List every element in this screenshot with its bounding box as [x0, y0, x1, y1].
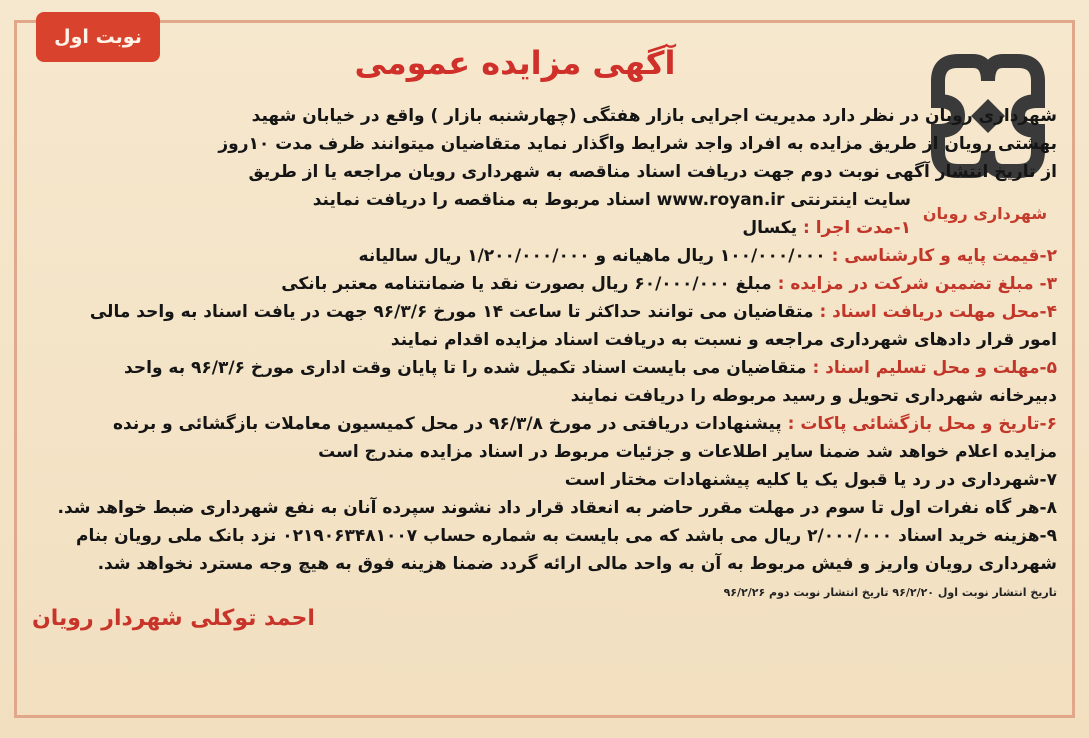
item-continuation: [571, 386, 1057, 406]
item-label: ۳- مبلغ تضمین شرکت در مزایده :: [771, 274, 1057, 294]
intro-line: سایت اینترنتی www.royan.ir اسناد مربوط به مناقصه را دریافت نمایند: [312, 190, 911, 210]
item-submit-docs: [124, 358, 1057, 378]
item-label: ۱-مدت اجرا :: [797, 218, 911, 238]
item-text: شهرداری رویان واریز و فیش مربوط به آن به واحد مالی ارائه گردد ضمنا هزینه فوق به هیچ وجه مسترد نخواهد شد.: [97, 554, 1057, 574]
item-text: مبلغ ۶۰/۰۰۰/۰۰۰ ریال بصورت نقد یا ضمانتنامه معتبر بانکی: [281, 274, 772, 294]
signature: احمد توکلی شهردار رویان: [32, 606, 315, 631]
item-text: ۱۰۰/۰۰۰/۰۰۰ ریال ماهیانه و ۱/۲۰۰/۰۰۰/۰۰۰ ریال سالیانه: [358, 246, 826, 266]
item-text: متقاضیان می بایست اسناد تکمیل شده را تا پایان وقت اداری مورخ ۹۶/۳/۶ به واحد: [124, 358, 807, 378]
item-text: یکسال: [742, 218, 798, 238]
item-continuation: [98, 554, 1057, 574]
round-badge: نوبت اول: [36, 12, 160, 62]
item-text: متقاضیان می توانند حداکثر تا ساعت ۱۴ مورخ ۹۶/۳/۶ جهت در یافت اسناد به واحد مالی: [89, 302, 814, 322]
item-label: ۴-محل مهلت دریافت اسناد :: [813, 302, 1057, 322]
intro-line: شهرداری رویان در نظر دارد مدیریت اجرایی بازار هفتگی (چهارشنبه بازار ) واقع در خیابان شهید: [251, 106, 1057, 126]
intro-line: بهشتی رویان از طریق مزایده به افراد واجد شرایط واگذار نماید متقاضیان میتوانند ظرف مدت ۱۰روز: [218, 134, 1057, 154]
item-forfeit: [58, 498, 1057, 518]
item-label: ۵-مهلت و محل تسلیم اسناد :: [806, 358, 1057, 378]
item-label: ۲-قیمت پایه و کارشناسی :: [825, 246, 1057, 266]
item-continuation: [391, 330, 1057, 350]
item-base-price: [359, 246, 1057, 266]
item-text: مزایده اعلام خواهد شد ضمنا سایر اطلاعات و جزئیات مربوط در اسناد مزایده مندرج است: [318, 442, 1057, 462]
logo-caption: شهرداری رویان: [922, 204, 1048, 223]
item-continuation: [318, 442, 1057, 462]
item-duration: [742, 218, 911, 238]
item-label: ۶-تاریخ و محل بازگشائی پاکات :: [781, 414, 1057, 434]
item-text: امور قرار دادهای شهرداری مراجعه و نسبت به دریافت اسناد مزایده اقدام نمایند: [390, 330, 1057, 350]
item-text: ۷-شهرداری در رد یا قبول یک یا کلیه پیشنهادات مختار است: [564, 470, 1057, 490]
intro-line: از تاریخ انتشار آگهی نوبت دوم جهت دریافت اسناد مناقصه به شهرداری رویان مراجعه یا از طریق: [248, 162, 1057, 182]
item-text: ۸-هر گاه نفرات اول تا سوم در مهلت مقرر حاضر به انعقاد قرار داد نشوند سپرده آنان به نفع شهرداری ضبط خواهد شد.: [57, 498, 1057, 518]
item-text: دبیرخانه شهرداری تحویل و رسید مربوطه را دریافت نمایند: [570, 386, 1057, 406]
item-receive-docs: [90, 302, 1057, 322]
item-rejection: [565, 470, 1057, 490]
item-fee: [76, 526, 1057, 546]
publish-dates: تاریخ انتشار نوبت اول ۹۶/۲/۲۰ تاریخ انتشار نوبت دوم ۹۶/۲/۲۶: [723, 586, 1057, 599]
item-opening: [113, 414, 1057, 434]
item-text: ۹-هزینه خرید اسناد ۲/۰۰۰/۰۰۰ ریال می باشد که می بایست به شماره حساب ۰۲۱۹۰۶۳۴۸۱۰۰۷ نزد بانک ملی رویان بنام: [76, 526, 1057, 546]
notice-title: آگهی مزایده عمومی: [354, 44, 676, 82]
item-guarantee: [281, 274, 1057, 294]
item-text: پیشنهادات دریافتی در مورخ ۹۶/۳/۸ در محل کمیسیون معاملات بازگشائی و برنده: [113, 414, 782, 434]
